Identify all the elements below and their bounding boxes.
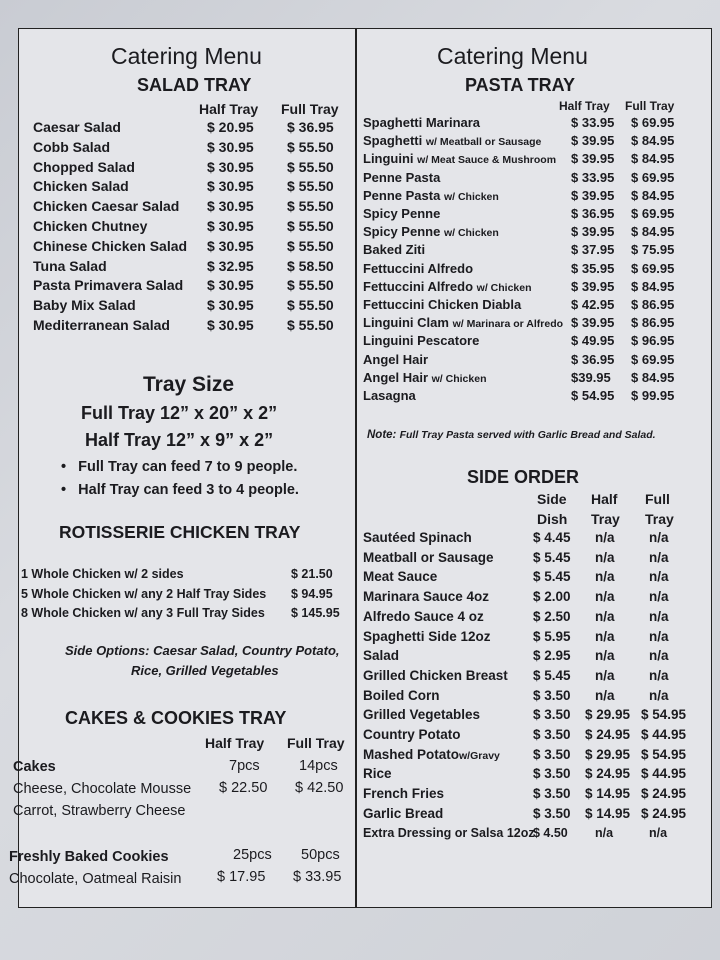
side-item-name-cell (363, 589, 489, 604)
cakes-col-half: Half Tray (205, 735, 265, 751)
side-item-name-cell (363, 727, 461, 742)
salad-item-half: $ 30.95 (207, 158, 254, 175)
rotisserie-item-price: $ 145.95 (291, 606, 340, 620)
pasta-item-half: $ 37.95 (571, 242, 615, 258)
cakes-heading: CAKES & COOKIES TRAY (65, 708, 287, 728)
salad-item-name: Chicken Chutney (33, 218, 148, 234)
pasta-item-name: Spaghetti (363, 133, 423, 149)
pasta-item-variant: w/ Meatball or Sausage (425, 136, 542, 149)
side-item-full-price: $ 54.95 (641, 746, 687, 762)
cookies-label: Freshly Baked Cookies (9, 849, 169, 865)
cakes-full-qty: 14pcs (299, 758, 338, 774)
salad-tray-heading: SALAD TRAY (137, 75, 252, 95)
side-item-name-cell (363, 569, 437, 584)
salad-item-name: Tuna Salad (33, 257, 107, 274)
side-item-side-price: $ 3.50 (533, 805, 571, 821)
side-col-side-2: Dish (537, 511, 568, 527)
pasta-item-name: Spicy Penne (363, 206, 441, 221)
side-item-full-price: $ 54.95 (641, 707, 687, 723)
side-item-full-price: $ 24.95 (641, 805, 687, 821)
pasta-item-name-cell (363, 261, 473, 276)
pasta-item-name-cell (363, 170, 440, 185)
side-item-side-price: $ 3.50 (533, 707, 571, 723)
salad-item-name: Baby Mix Salad (33, 297, 136, 314)
salad-item-half: $ 32.95 (207, 257, 254, 274)
side-item-full-price: $ 44.95 (641, 727, 687, 742)
salad-item-half: $ 30.95 (207, 198, 254, 215)
pasta-item-variant: w/ Meat Sauce & Mushroom (417, 154, 557, 167)
salad-item-half: $ 30.95 (207, 317, 254, 333)
pasta-item-row (19, 133, 711, 153)
menu-sheet (9, 28, 712, 908)
pasta-item-half: $ 39.95 (571, 133, 615, 149)
salad-item-name: Cobb Salad (33, 138, 111, 155)
salad-item-name: Mediterranean Salad (33, 317, 170, 333)
pasta-item-name-cell (363, 388, 416, 403)
side-options-line2: Rice, Grilled Vegetables (131, 663, 279, 678)
pasta-item-half: $ 33.95 (571, 115, 615, 130)
tray-size-half: Half Tray 12” x 9” x 2” (85, 430, 274, 450)
side-item-half-price: $ 14.95 (585, 805, 631, 821)
cakes-full-price: $ 42.50 (295, 780, 344, 796)
side-item-full-price: n/a (649, 628, 669, 644)
salad-item-half: $ 30.95 (207, 218, 254, 234)
pasta-item-name-cell (363, 188, 499, 203)
side-item-row (19, 826, 711, 846)
side-item-side-price: $ 4.50 (533, 825, 568, 840)
pasta-item-row (19, 370, 711, 390)
salad-item-half: $ 30.95 (207, 178, 254, 195)
side-item-row (19, 786, 711, 806)
side-item-half-price: n/a (595, 648, 615, 664)
pasta-item-name: Fettuccini Chicken Diabla (363, 297, 522, 312)
side-item-half-price: n/a (595, 687, 615, 703)
pasta-item-half: $ 39.95 (571, 315, 615, 331)
pasta-item-name-cell (363, 242, 425, 257)
salad-col-full: Full Tray (281, 101, 339, 117)
cookies-line1: Chocolate, Oatmeal Raisin (9, 871, 182, 887)
rotisserie-item-price: $ 94.95 (291, 586, 333, 601)
pasta-item-row (19, 297, 711, 317)
pasta-item-name: Angel Hair (363, 369, 429, 385)
pasta-item-full: $ 69.95 (631, 260, 675, 276)
side-item-row (19, 569, 711, 589)
pasta-item-name: Spicy Penne (363, 224, 441, 240)
cakes-col-full: Full Tray (287, 735, 345, 751)
side-item-name: Country Potato (363, 727, 461, 742)
pasta-item-name: Linguini Pescatore (363, 333, 480, 349)
side-item-row (19, 747, 711, 767)
pasta-tray-heading: PASTA TRAY (465, 75, 576, 95)
salad-item-half: $ 30.95 (207, 277, 254, 294)
side-item-full-price: n/a (649, 667, 669, 683)
pasta-item-full: $ 86.95 (631, 315, 675, 331)
salad-item-half: $ 30.95 (207, 138, 254, 155)
side-item-half-price: n/a (595, 569, 615, 585)
pasta-item-row (19, 151, 711, 171)
side-item-half-price: n/a (595, 549, 615, 565)
pasta-item-name: Lasagna (363, 388, 416, 403)
pasta-item-row (19, 170, 711, 190)
side-item-side-price: $ 5.45 (533, 667, 571, 683)
pasta-item-full: $ 84.95 (631, 151, 675, 167)
pasta-item-name: Spaghetti Marinara (363, 115, 481, 130)
pasta-item-row (19, 352, 711, 372)
side-item-row (19, 727, 711, 747)
side-item-row (19, 629, 711, 649)
side-item-name-cell (363, 668, 508, 683)
pasta-item-half: $39.95 (571, 369, 611, 385)
salad-col-half: Half Tray (199, 101, 259, 117)
pasta-item-half: $ 42.95 (571, 297, 615, 312)
pasta-item-full: $ 86.95 (631, 297, 675, 312)
side-item-name-cell (363, 826, 535, 840)
pasta-col-half: Half Tray (559, 99, 610, 113)
cakes-line2: Carrot, Strawberry Cheese (13, 803, 186, 819)
pasta-item-name: Penne Pasta (363, 187, 441, 203)
pasta-item-name-cell (363, 206, 440, 221)
side-item-side-price: $ 3.50 (533, 766, 571, 782)
salad-item-name: Pasta Primavera Salad (33, 277, 184, 294)
side-item-name: Boiled Corn (363, 687, 440, 703)
side-item-name-cell (363, 806, 443, 821)
side-item-row (19, 648, 711, 668)
pasta-item-name-cell (363, 115, 480, 130)
side-item-name-cell (363, 786, 444, 801)
salad-item-full: $ 55.50 (287, 317, 334, 333)
side-item-half-price: n/a (595, 530, 615, 545)
pasta-item-name: Fettuccini Alfredo (363, 278, 474, 294)
side-item-name: Marinara Sauce 4oz (363, 589, 490, 605)
salad-item-name: Chicken Caesar Salad (33, 198, 180, 215)
side-item-side-price: $ 5.95 (533, 628, 571, 644)
side-item-half-price: $ 24.95 (585, 766, 631, 782)
pasta-item-variant: w/ Chicken (431, 372, 487, 385)
pasta-item-full: $ 84.95 (631, 224, 675, 240)
salad-item-half: $ 20.95 (207, 119, 254, 135)
side-item-row (19, 550, 711, 570)
pasta-item-row (19, 388, 711, 408)
side-item-full-price: n/a (649, 549, 669, 565)
side-item-name-cell (363, 766, 392, 781)
salad-item-name: Chicken Salad (33, 178, 129, 195)
side-item-name-cell (363, 707, 480, 722)
side-item-full-price: n/a (649, 569, 669, 585)
side-item-row (19, 766, 711, 786)
side-item-side-price: $ 2.50 (533, 608, 571, 624)
side-col-full-2: Tray (645, 511, 674, 527)
side-item-row (19, 586, 711, 609)
side-item-name: Alfredo Sauce 4 oz (363, 608, 484, 624)
pasta-item-name-cell (363, 370, 487, 385)
side-item-full-price: n/a (649, 589, 669, 605)
pasta-item-row (19, 333, 711, 353)
pasta-item-full: $ 69.95 (631, 206, 675, 221)
salad-item-name: Caesar Salad (33, 119, 121, 135)
pasta-item-variant: w/ Chicken (443, 190, 499, 203)
cookies-full-qty: 50pcs (301, 847, 340, 863)
pasta-item-name-cell (363, 297, 521, 312)
pasta-item-full: $ 99.95 (631, 388, 675, 403)
side-item-side-price: $ 3.50 (533, 687, 571, 703)
side-item-side-price: $ 2.95 (533, 648, 571, 664)
pasta-item-full: $ 84.95 (631, 278, 675, 294)
side-item-row (19, 609, 711, 629)
side-item-row (19, 688, 711, 708)
pasta-item-name-cell (363, 133, 541, 148)
side-item-side-price: $ 3.50 (533, 746, 571, 762)
pasta-item-variant: w/ Marinara or Alfredo (452, 318, 564, 331)
pasta-item-half: $ 33.95 (571, 169, 615, 185)
side-item-full-price: n/a (649, 687, 669, 703)
pasta-item-name-cell (363, 224, 499, 239)
pasta-item-full: $ 69.95 (631, 169, 675, 185)
side-item-side-price: $ 5.45 (533, 569, 571, 585)
side-item-full-price: n/a (649, 608, 669, 624)
side-item-half-price: $ 29.95 (585, 707, 631, 723)
side-item-row (19, 806, 711, 826)
salad-item-half: $ 30.95 (207, 297, 254, 314)
rotisserie-heading: ROTISSERIE CHICKEN TRAY (59, 522, 301, 542)
salad-item-name: Chinese Chicken Salad (33, 237, 188, 254)
side-item-name: French Fries (363, 786, 445, 802)
pasta-item-variant: w/ Chicken (443, 227, 499, 240)
left-menu-title: Catering Menu (111, 43, 262, 69)
side-item-half-price: n/a (595, 667, 615, 683)
pasta-item-row (19, 242, 711, 262)
side-item-side-price: $ 2.00 (533, 589, 571, 605)
side-item-half-price: n/a (595, 608, 615, 624)
salad-item-full: $ 55.50 (287, 198, 334, 215)
salad-item-full: $ 55.50 (287, 277, 334, 294)
pasta-item-full: $ 69.95 (631, 115, 675, 130)
side-item-name-cell (363, 688, 440, 703)
pasta-item-full: $ 96.95 (631, 333, 675, 349)
pasta-item-name: Fettuccini Alfredo (363, 260, 474, 276)
side-item-name: Rice (363, 766, 392, 782)
side-item-row (19, 668, 711, 688)
cakes-half-price: $ 22.50 (219, 780, 268, 796)
pasta-item-name: Linguini (363, 151, 414, 167)
tray-bullet-2: • Half Tray can feed 3 to 4 people. (61, 482, 299, 498)
side-item-side-price: $ 3.50 (533, 727, 571, 742)
pasta-item-row (19, 188, 711, 208)
side-item-half-price: n/a (595, 589, 615, 605)
cookies-half-price: $ 17.95 (217, 869, 266, 885)
side-item-name: Meat Sauce (363, 569, 438, 585)
right-menu-title: Catering Menu (437, 43, 588, 69)
side-item-name-cell (363, 629, 491, 644)
side-order-heading: SIDE ORDER (467, 467, 580, 487)
rotisserie-item-name: 1 Whole Chicken w/ 2 sides (21, 567, 184, 581)
side-item-name: Spaghetti Side 12oz (363, 628, 491, 644)
pasta-item-full: $ 84.95 (631, 133, 675, 149)
side-item-full-price: $ 44.95 (641, 766, 687, 782)
cakes-label: Cakes (13, 759, 56, 775)
side-item-half-price: n/a (595, 628, 615, 644)
side-item-full-price: n/a (649, 825, 668, 840)
side-item-name: Extra Dressing or Salsa 12oz (363, 825, 535, 840)
pasta-item-variant: w/ Chicken (476, 281, 532, 294)
pasta-item-row (19, 115, 711, 135)
salad-item-full: $ 55.50 (287, 237, 334, 254)
pasta-item-name: Linguini Clam (363, 315, 449, 331)
salad-item-full: $ 55.50 (287, 178, 334, 195)
side-item-name: Grilled Vegetables (363, 707, 481, 723)
pasta-item-half: $ 39.95 (571, 151, 615, 167)
pasta-col-full: Full Tray (625, 99, 675, 113)
pasta-item-row (19, 261, 711, 281)
side-item-name: Meatball or Sausage (363, 549, 494, 565)
tray-bullet-1: • Full Tray can feed 7 to 9 people. (61, 459, 298, 475)
side-item-name: Grilled Chicken Breast (363, 667, 508, 683)
pasta-item-name: Baked Ziti (363, 242, 426, 258)
salad-item-name: Chopped Salad (33, 158, 135, 175)
pasta-item-name-cell (363, 333, 479, 348)
cakes-line1: Cheese, Chocolate Mousse (13, 781, 192, 797)
side-item-name-cell (363, 550, 494, 565)
side-item-name: Sautéed Spinach (363, 530, 472, 545)
side-item-half-price: $ 24.95 (585, 727, 631, 742)
pasta-item-half: $ 49.95 (571, 333, 615, 349)
salad-item-full: $ 58.50 (287, 257, 334, 274)
rotisserie-item-price: $ 21.50 (291, 567, 333, 581)
side-item-side-price: $ 3.50 (533, 786, 571, 802)
cakes-half-qty: 7pcs (229, 758, 260, 774)
side-item-half-price: $ 29.95 (585, 746, 631, 762)
pasta-note: Note: Full Tray Pasta served with Garlic Bread and Salad. (367, 429, 656, 441)
pasta-item-name-cell (363, 352, 428, 367)
pasta-item-row (19, 279, 711, 299)
pasta-item-half: $ 39.95 (571, 278, 615, 294)
side-item-name-cell (363, 747, 500, 762)
side-item-half-price: $ 14.95 (585, 786, 631, 802)
side-item-full-price: n/a (649, 648, 669, 664)
side-options-line1: Side Options: Caesar Salad, Country Potato, (65, 643, 340, 658)
side-item-name: Mashed Potato (363, 746, 460, 762)
side-col-half-1: Half (591, 491, 618, 507)
side-item-full-price: n/a (649, 530, 669, 545)
pasta-item-half: $ 36.95 (571, 206, 615, 221)
pasta-item-full: $ 69.95 (631, 351, 675, 367)
side-col-full-1: Full (645, 491, 670, 507)
pasta-item-half: $ 39.95 (571, 187, 615, 203)
side-col-half-2: Tray (591, 511, 620, 527)
salad-item-half: $ 30.95 (207, 237, 254, 254)
salad-item-full: $ 55.50 (287, 218, 334, 234)
side-item-name-cell (363, 648, 399, 663)
side-item-row (19, 530, 711, 550)
side-item-full-price: $ 24.95 (641, 786, 687, 802)
side-item-name: Salad (363, 648, 400, 664)
salad-item-full: $ 55.50 (287, 138, 334, 155)
pasta-item-full: $ 84.95 (631, 369, 675, 385)
side-col-side-1: Side (537, 491, 567, 507)
pasta-item-name-cell (363, 279, 532, 294)
pasta-item-name: Penne Pasta (363, 169, 441, 185)
pasta-item-name-cell (363, 315, 563, 330)
pasta-item-full: $ 84.95 (631, 187, 675, 203)
pasta-item-half: $ 35.95 (571, 260, 615, 276)
pasta-item-row (19, 315, 711, 335)
pasta-item-full: $ 75.95 (631, 242, 675, 258)
pasta-item-half: $ 39.95 (571, 224, 615, 240)
pasta-item-half: $ 36.95 (571, 351, 615, 367)
side-item-name-cell (363, 609, 484, 624)
salad-item-full: $ 55.50 (287, 297, 334, 314)
cookies-full-price: $ 33.95 (293, 869, 342, 885)
salad-item-full: $ 36.95 (287, 119, 334, 135)
pasta-item-half: $ 54.95 (571, 388, 615, 403)
side-item-side-price: $ 5.45 (533, 549, 571, 565)
side-item-side-price: $ 4.45 (533, 530, 571, 545)
side-item-variant: w/Gravy (459, 749, 500, 762)
side-item-name: Garlic Bread (363, 805, 444, 821)
pasta-item-name-cell (363, 151, 556, 166)
rotisserie-item-name: 8 Whole Chicken w/ any 3 Full Tray Sides (21, 606, 265, 620)
side-item-name-cell (363, 530, 472, 545)
cookies-half-qty: 25pcs (233, 847, 272, 863)
pasta-item-row (19, 224, 711, 244)
rotisserie-item-name: 5 Whole Chicken w/ any 2 Half Tray Sides (21, 586, 267, 601)
side-item-row (19, 707, 711, 727)
pasta-item-name: Angel Hair (363, 351, 429, 367)
tray-size-heading: Tray Size (143, 373, 235, 396)
side-item-half-price: n/a (595, 825, 614, 840)
tray-size-full: Full Tray 12” x 20” x 2” (81, 403, 278, 423)
pasta-item-row (19, 206, 711, 226)
salad-item-full: $ 55.50 (287, 158, 334, 175)
